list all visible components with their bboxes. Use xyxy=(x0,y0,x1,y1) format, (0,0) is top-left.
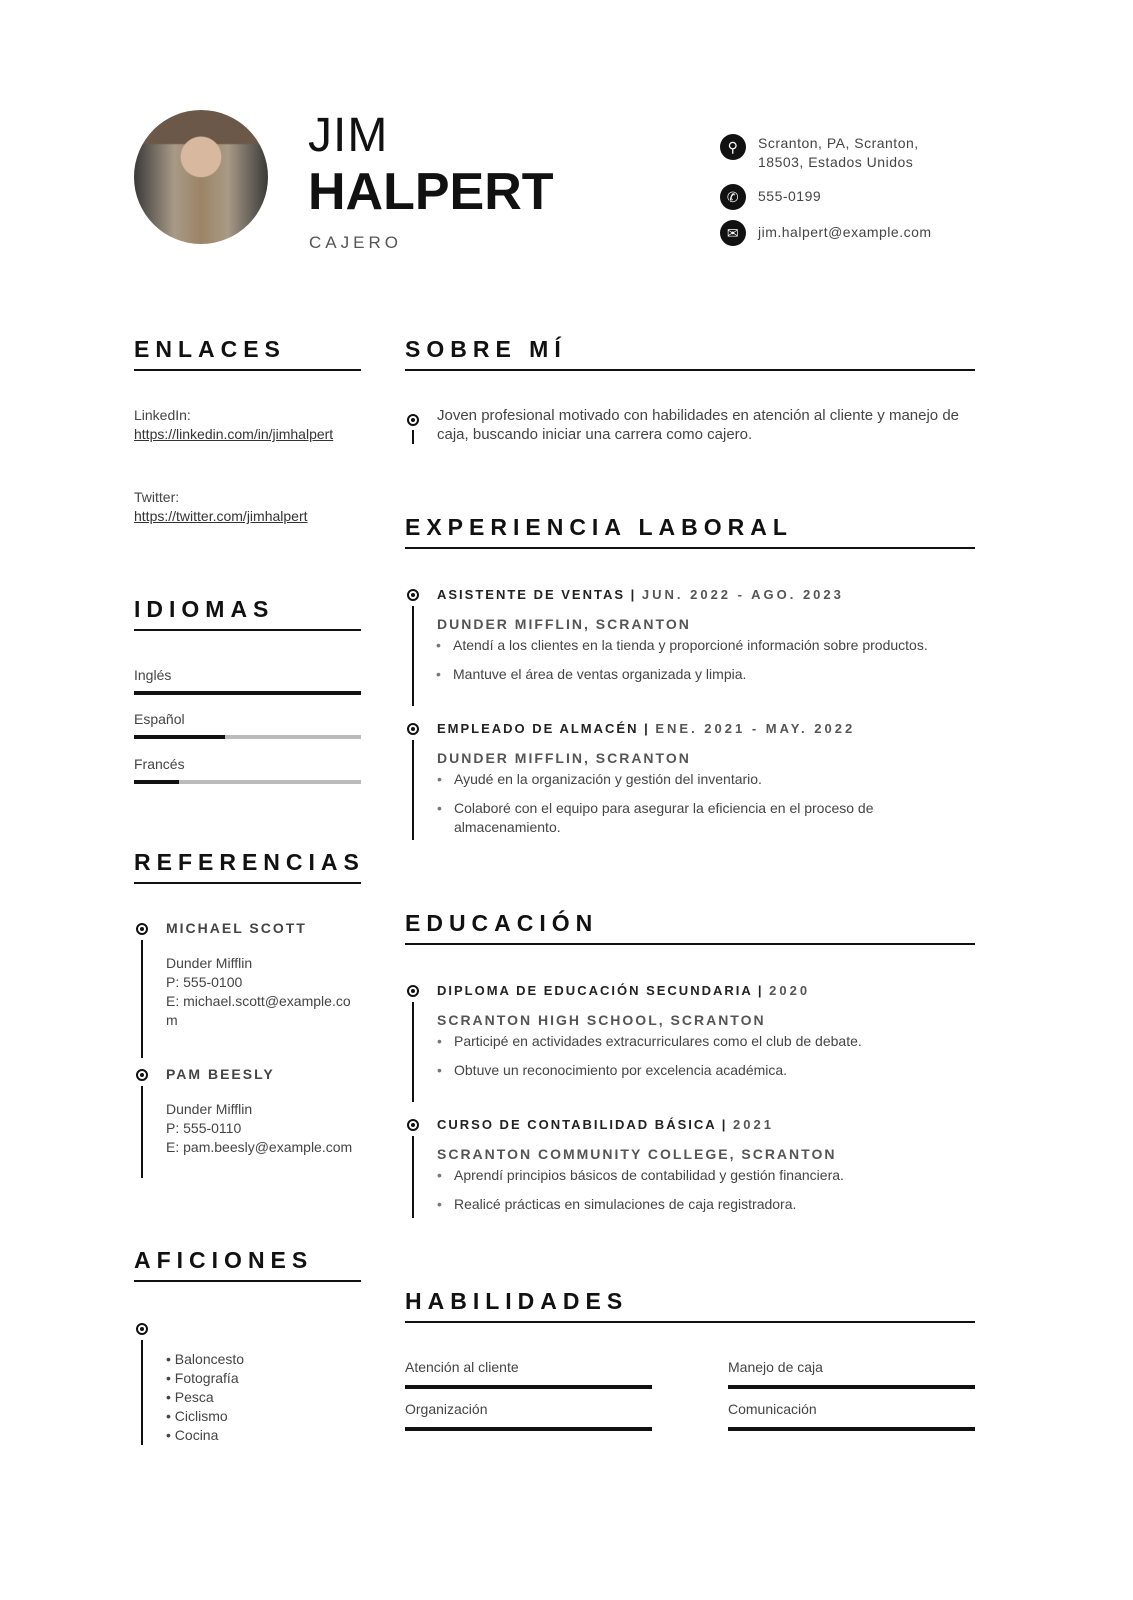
language-list xyxy=(134,666,361,784)
skill-item: Manejo de caja xyxy=(728,1358,975,1389)
skill-item: Comunicación xyxy=(728,1400,975,1431)
hobby-item: • Baloncesto xyxy=(166,1351,245,1367)
about-text: Joven profesional motivado con habilidades en atención al cliente y manejo de caja, buscando iniciar una carrera como cajero. xyxy=(437,407,960,443)
timeline-line xyxy=(141,940,143,1058)
reference-item: PAM BEESLY Dunder Mifflin P: 555-0110 E: pam.beesly@example.com xyxy=(166,1066,353,1155)
mail-icon: ✉ xyxy=(720,220,746,246)
skill-level-bar xyxy=(405,1427,652,1431)
hobby-item: • Fotografía xyxy=(166,1370,239,1386)
hobby-item: • Ciclismo xyxy=(166,1408,228,1424)
timeline-dot-icon xyxy=(136,1069,148,1081)
link-twitter: Twitter: https://twitter.com/jimhalpert xyxy=(134,488,361,526)
hobby-list xyxy=(166,1350,244,1445)
reference-item: MICHAEL SCOTT Dunder Mifflin P: 555-0100 E: michael.scott@example.com xyxy=(166,920,351,1028)
contact-email: ✉ jim.halpert@example.com xyxy=(720,220,932,246)
experience-item: EMPLEADO DE ALMACÉN | ENE. 2021 - MAY. 2022 DUNDER MIFFLIN, SCRANTON • Ayudé en la organización y gestión del inventario. • Colaboré con el equipo para asegurar la eficiencia en el proceso de almacenamiento. xyxy=(437,721,937,847)
timeline-dot-icon xyxy=(136,1323,148,1335)
experience-item: ASISTENTE DE VENTAS | JUN. 2022 - AGO. 2023 DUNDER MIFFLIN, SCRANTON • Atendí a los clientes en la tienda y proporcioné información sobre productos. • Mantuve el área de ventas organizada y limpia. xyxy=(437,587,977,694)
links-heading: ENLACES xyxy=(134,336,361,371)
timeline-dot-icon xyxy=(407,414,419,426)
education-heading: EDUCACIÓN xyxy=(405,910,975,945)
hobbies-heading: AFICIONES xyxy=(134,1247,361,1282)
about-heading: SOBRE MÍ xyxy=(405,336,975,371)
language-name: Español xyxy=(134,711,185,727)
skill-item: Organización xyxy=(405,1400,652,1431)
timeline-dot-icon xyxy=(407,723,419,735)
language-level-bar xyxy=(134,691,361,695)
profile-photo xyxy=(134,110,268,244)
language-name: Inglés xyxy=(134,667,172,683)
contact-phone: ✆ 555-0199 xyxy=(720,184,821,210)
language-level-bar xyxy=(134,735,361,739)
timeline-dot-icon xyxy=(407,1119,419,1131)
education-item: DIPLOMA DE EDUCACIÓN SECUNDARIA | 2020 SCRANTON HIGH SCHOOL, SCRANTON • Participé en actividades extracurriculares como el club de debate. • Obtuve un reconocimiento por excelencia académica. xyxy=(437,983,977,1090)
education-item: CURSO DE CONTABILIDAD BÁSICA | 2021 SCRANTON COMMUNITY COLLEGE, SCRANTON • Aprendí principios básicos de contabilidad y gestión financiera. • Realicé prácticas en simulaciones de caja registradora. xyxy=(437,1117,977,1224)
timeline-line xyxy=(412,1136,414,1218)
timeline-line xyxy=(412,430,414,444)
skills-heading: HABILIDADES xyxy=(405,1288,975,1323)
experience-heading: EXPERIENCIA LABORAL xyxy=(405,514,975,549)
languages-heading: IDIOMAS xyxy=(134,596,361,631)
language-name: Francés xyxy=(134,756,185,772)
map-pin-icon: ⚲ xyxy=(720,134,746,160)
timeline-dot-icon xyxy=(407,589,419,601)
timeline-line xyxy=(412,1002,414,1102)
skill-level-bar xyxy=(728,1427,975,1431)
contact-address: ⚲ Scranton, PA, Scranton, 18503, Estados Unidos xyxy=(720,134,919,172)
linkedin-url[interactable]: https://linkedin.com/in/jimhalpert xyxy=(134,426,334,442)
skill-level-bar xyxy=(405,1385,652,1389)
timeline-line xyxy=(412,606,414,706)
language-level-bar xyxy=(134,780,361,784)
last-name: HALPERT xyxy=(308,163,554,221)
twitter-url[interactable]: https://twitter.com/jimhalpert xyxy=(134,508,308,524)
timeline-line xyxy=(141,1340,143,1445)
references-heading: REFERENCIAS xyxy=(134,849,361,884)
hobby-item: • Pesca xyxy=(166,1389,214,1405)
job-role: CAJERO xyxy=(309,233,402,252)
link-linkedin: LinkedIn: https://linkedin.com/in/jimhalpert xyxy=(134,406,361,444)
timeline-dot-icon xyxy=(136,923,148,935)
hobby-item: • Cocina xyxy=(166,1427,219,1443)
timeline-line xyxy=(141,1086,143,1178)
skill-item: Atención al cliente xyxy=(405,1358,652,1389)
skill-level-bar xyxy=(728,1385,975,1389)
first-name: JIM xyxy=(308,109,389,162)
phone-icon: ✆ xyxy=(720,184,746,210)
timeline-line xyxy=(412,740,414,840)
timeline-dot-icon xyxy=(407,985,419,997)
